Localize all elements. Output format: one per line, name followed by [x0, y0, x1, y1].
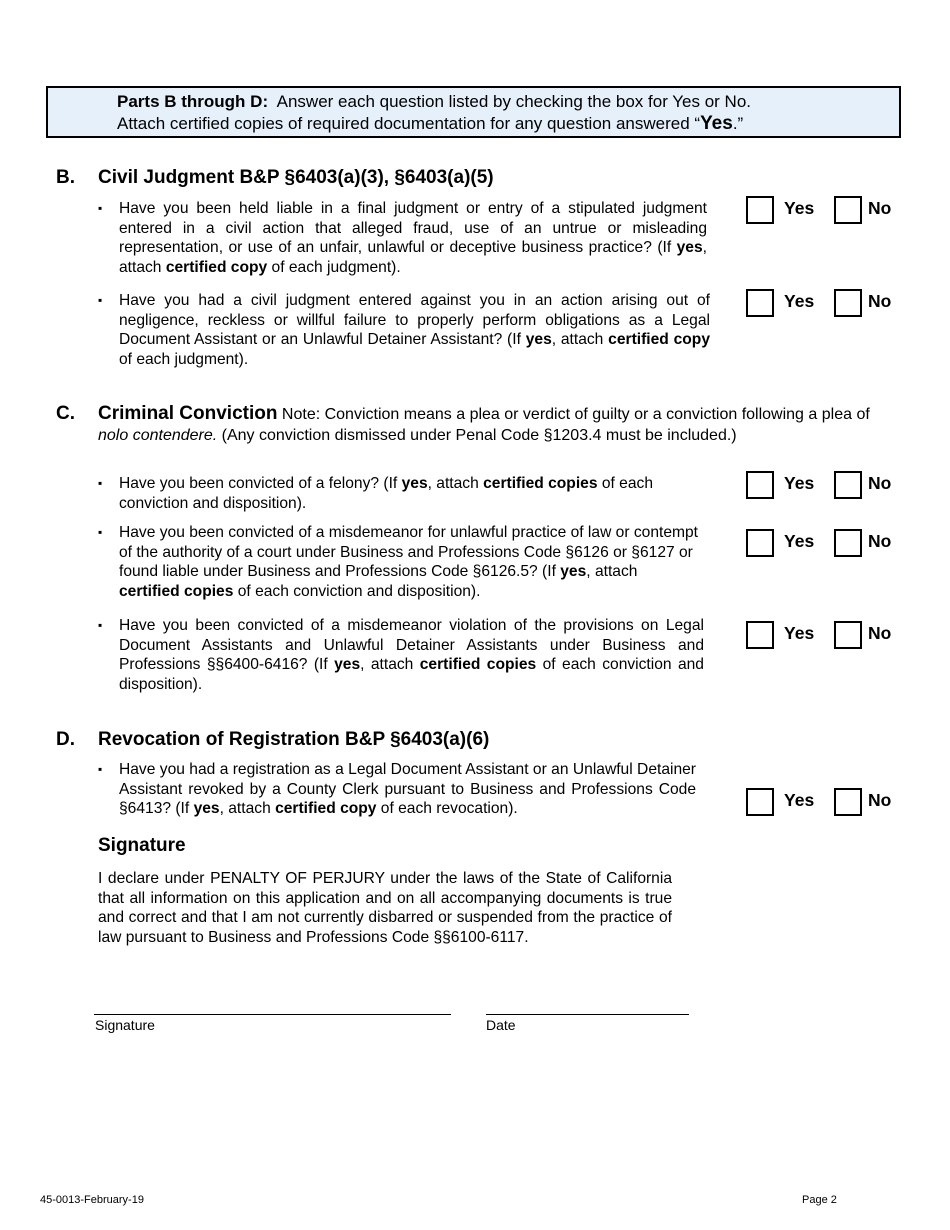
question-bold: yes	[676, 239, 703, 256]
yes-checkbox[interactable]	[746, 289, 774, 317]
question-d1-answer	[746, 788, 896, 816]
question-c3	[98, 616, 704, 694]
question-text: , attach	[219, 800, 276, 817]
banner-text-2: Attach certified copies of required documentation for any question answered “	[117, 114, 701, 133]
question-text: , attach	[360, 656, 420, 673]
section-b-letter: B.	[56, 167, 75, 188]
signature-title: Signature	[98, 835, 186, 856]
section-d-letter: D.	[56, 729, 75, 750]
banner-yes: Yes	[700, 113, 733, 134]
page-number: Page 2	[802, 1194, 837, 1206]
section-d-title: Revocation of Registration B&P §6403(a)(6)	[98, 729, 490, 750]
form-id: 45-0013-February-19	[40, 1194, 144, 1206]
yes-checkbox[interactable]	[746, 788, 774, 816]
no-label: No	[868, 623, 892, 643]
question-bold: certified copies	[483, 475, 598, 492]
bullet: ▪	[98, 762, 103, 776]
no-checkbox[interactable]	[834, 471, 862, 499]
question-text: Have you been convicted of a misdemeanor for unlawful practice of law or contempt of the authority of a court under Business and Professions Code §6126 or §6127 or found liable under Business and Professions Code §6126.5? (If	[119, 524, 699, 580]
question-c3-answer	[746, 621, 896, 649]
no-checkbox[interactable]	[834, 621, 862, 649]
section-c-note: Note: Conviction means a plea or verdict of guilty or a conviction following a plea of	[277, 406, 870, 423]
signature-label: Signature	[95, 1017, 155, 1033]
question-b1	[98, 199, 707, 277]
yes-label: Yes	[784, 198, 815, 218]
question-text: , attach	[427, 475, 484, 492]
question-text: , attach	[551, 331, 609, 348]
banner-line-1	[117, 92, 751, 112]
no-label: No	[868, 473, 892, 493]
no-checkbox[interactable]	[834, 788, 862, 816]
question-text: Have you been convicted of a misdemeanor violation of the provisions on Legal Document Assistants and Unlawful Detainer Assistants under Business and Professions §§6400-6416? (If	[119, 617, 704, 673]
question-text: Have you had a registration as a Legal Document Assistant or an Unlawful Detainer Assistant revoked by a County Clerk pursuant to Business and Professions Code §6413? (If	[119, 761, 696, 817]
question-c2	[98, 523, 698, 601]
yes-checkbox[interactable]	[746, 196, 774, 224]
bullet: ▪	[98, 525, 103, 539]
question-bold: yes	[560, 563, 587, 580]
yes-label: Yes	[784, 531, 815, 551]
date-line[interactable]	[486, 1014, 689, 1015]
question-text: , attach	[119, 239, 707, 276]
question-bold: certified copies	[119, 582, 234, 600]
question-text: , attach	[586, 563, 638, 580]
yes-label: Yes	[784, 790, 815, 810]
banner-lead: Parts B through D:	[117, 92, 269, 111]
question-bold: yes	[334, 656, 361, 673]
question-text: of each conviction and disposition).	[119, 475, 653, 512]
question-b1-answer	[746, 196, 896, 224]
banner-line-2	[117, 113, 743, 135]
question-bold: certified copy	[608, 331, 711, 348]
bullet: ▪	[98, 618, 103, 632]
question-text: of each judgment).	[267, 258, 401, 276]
question-text: of each judgment).	[119, 350, 249, 368]
question-text: of each revocation).	[376, 800, 518, 817]
question-text: of each conviction and disposition).	[119, 656, 704, 693]
bullet: ▪	[98, 293, 103, 307]
question-text: of each conviction and disposition).	[233, 582, 481, 600]
question-bold: certified copy	[165, 258, 268, 276]
banner-text-2-end: .”	[732, 114, 744, 133]
yes-checkbox[interactable]	[746, 471, 774, 499]
question-bold: yes	[401, 475, 428, 492]
banner-text-1: Answer each question listed by checking the box for Yes or No.	[276, 92, 752, 111]
section-c-note-italic: nolo contendere.	[98, 427, 218, 444]
yes-label: Yes	[784, 291, 815, 311]
question-bold: certified copy	[275, 800, 377, 817]
question-text: Have you been held liable in a final judgment or entry of a stipulated judgment entered in a civil action that alleged fraud, use of an untrue or misleading representation, or use of an unfair, unlawful or deceptive business practice? (If	[119, 200, 707, 256]
no-checkbox[interactable]	[834, 196, 862, 224]
section-c-letter: C.	[56, 403, 75, 424]
bullet: ▪	[98, 476, 103, 490]
question-text: Have you been convicted of a felony? (If	[119, 475, 402, 492]
section-c-title: Criminal Conviction	[98, 403, 278, 424]
question-c2-answer	[746, 529, 896, 557]
no-checkbox[interactable]	[834, 529, 862, 557]
no-checkbox[interactable]	[834, 289, 862, 317]
signature-line[interactable]	[94, 1014, 451, 1015]
yes-label: Yes	[784, 623, 815, 643]
bullet: ▪	[98, 201, 103, 215]
yes-label: Yes	[784, 473, 815, 493]
question-bold: yes	[193, 800, 220, 817]
section-c-note-end: (Any conviction dismissed under Penal Code §1203.4 must be included.)	[217, 427, 737, 444]
yes-checkbox[interactable]	[746, 621, 774, 649]
question-c1	[98, 474, 712, 513]
yes-checkbox[interactable]	[746, 529, 774, 557]
perjury-declaration: I declare under PENALTY OF PERJURY under the laws of the State of California that all information on this application and on all accompanying documents is true and correct and that I am not currently disbarred or suspended from the practice of law pursuant to Business and Professions Code §§6100-6117.	[98, 870, 672, 946]
question-d1	[98, 760, 696, 819]
question-bold: yes	[525, 331, 552, 348]
section-b-title: Civil Judgment B&P §6403(a)(3), §6403(a)(5)	[98, 167, 494, 188]
question-c1-answer	[746, 471, 896, 499]
no-label: No	[868, 198, 892, 218]
question-text: Have you had a civil judgment entered against you in an action arising out of negligence, reckless or willful failure to properly perform obligations as a Legal Document Assistant or an Unlawful Detainer Assistant? (If	[119, 292, 710, 348]
date-label: Date	[486, 1017, 516, 1033]
no-label: No	[868, 790, 892, 810]
question-bold: certified copies	[419, 656, 537, 673]
section-c-heading	[98, 403, 888, 446]
question-b2	[98, 291, 710, 369]
no-label: No	[868, 531, 892, 551]
question-b2-answer	[746, 289, 896, 317]
no-label: No	[868, 291, 892, 311]
